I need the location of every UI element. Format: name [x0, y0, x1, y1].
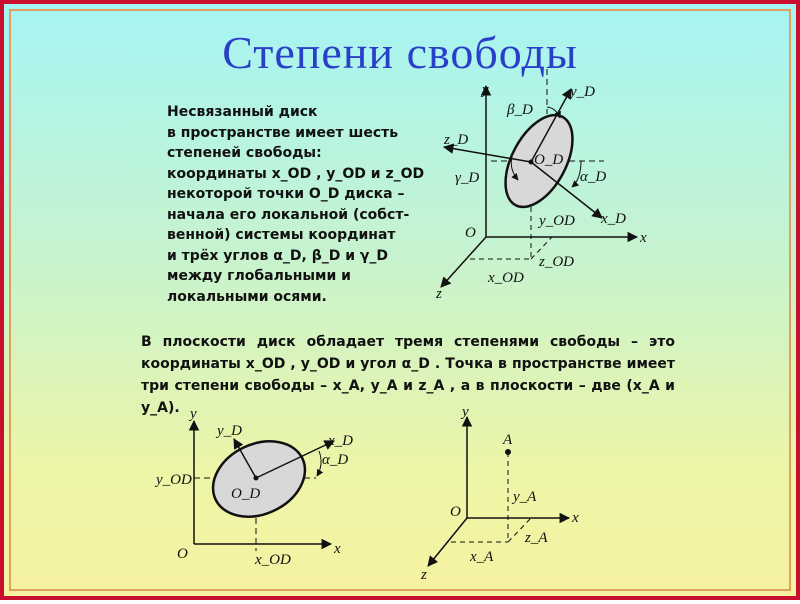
label-od-2d: O_D — [231, 486, 261, 502]
label-z: z — [436, 286, 442, 302]
label-origin-3: O — [450, 504, 461, 520]
label-y-od: y_OD — [539, 213, 575, 229]
label-z-od: z_OD — [539, 254, 575, 270]
label-za: z_A — [525, 530, 548, 546]
label-origin-2d: O — [177, 546, 188, 562]
point-a — [505, 449, 511, 455]
label-yd-2d: y_D — [217, 423, 242, 439]
label-x-od-2d: x_OD — [255, 552, 291, 568]
label-a: A — [503, 432, 513, 448]
label-y-od-2d: y_OD — [156, 472, 192, 488]
label-alpha: α_D — [580, 169, 607, 185]
label-y-2d: y — [190, 406, 197, 422]
label-xd-2d: x_D — [328, 433, 353, 449]
label-ya: y_A — [513, 489, 537, 505]
label-z-3: z — [421, 567, 427, 583]
label-gamma: γ_D — [455, 170, 480, 186]
label-alpha-2d: α_D — [322, 452, 349, 468]
label-xd: x_D — [601, 211, 626, 227]
label-x-od: x_OD — [488, 270, 524, 286]
label-origin: O — [465, 225, 476, 241]
label-y: y — [482, 82, 489, 98]
slide-title: Степени свободы — [222, 27, 578, 78]
text-free-disk: Несвязанный диск в пространстве имеет шесть степеней свободы: координаты x_OD , y_OD и z_OD некоторой точки O_D диска – начала его локальной (собст- венной) системы координат и трёх углов α_D, β_D и γ_D между глобальными и локальными осями. — [167, 104, 425, 305]
label-yd: y_D — [570, 84, 595, 100]
label-zd: z_D — [444, 132, 469, 148]
label-x-3: x — [572, 510, 579, 526]
label-x-2d: x — [334, 541, 341, 557]
label-xa: x_A — [470, 549, 494, 565]
text-plane-and-point: В плоскости диск обладает тремя степенями свободы – это координаты x_OD , y_OD и угол α_D . Точка в пространстве имеет три степени свободы – x_A, y_A и z_A , а в плоскости – две (x_A и y_A). — [141, 334, 675, 416]
label-beta: β_D — [507, 102, 533, 118]
label-od: O_D — [534, 152, 564, 168]
diagram-point-a — [4, 4, 800, 604]
label-x: x — [640, 230, 647, 246]
label-y-3: y — [462, 404, 469, 420]
